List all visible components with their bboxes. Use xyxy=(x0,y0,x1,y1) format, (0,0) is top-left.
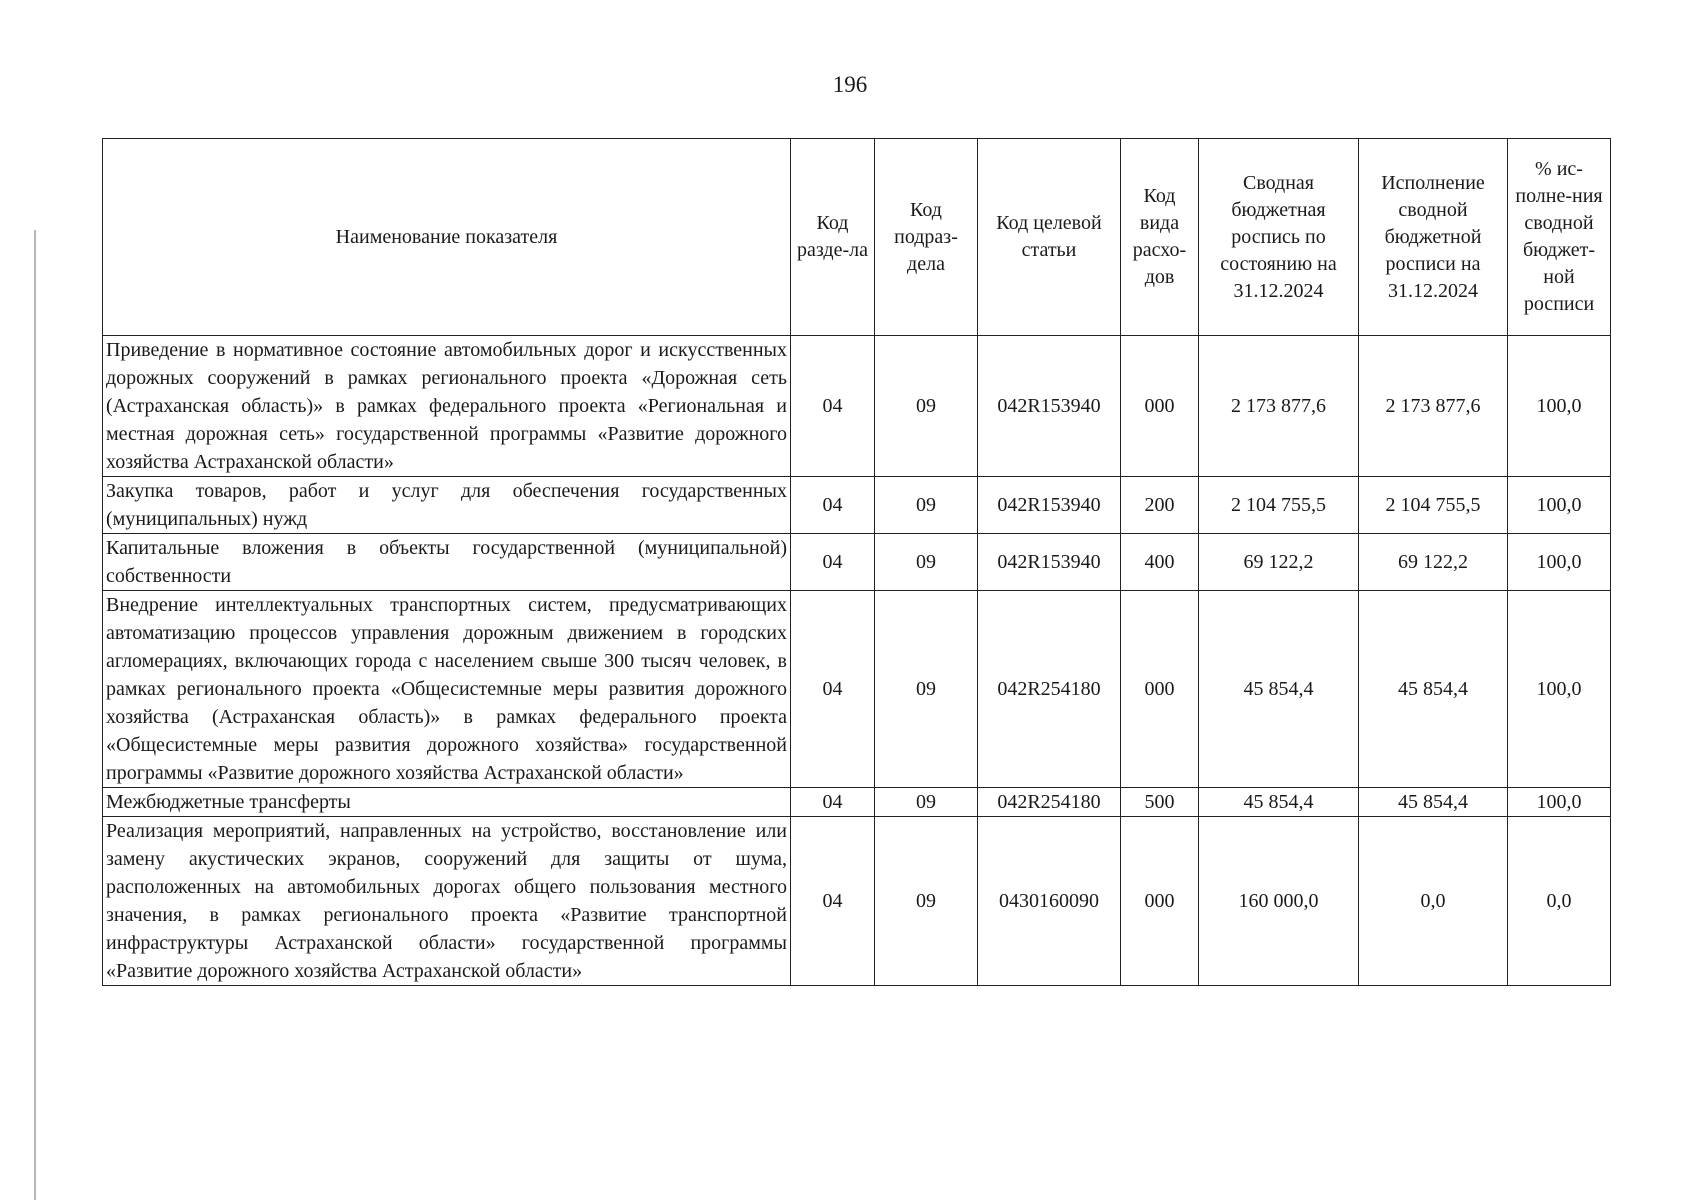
row-budget-plan: 45 854,4 xyxy=(1199,788,1359,817)
table-row xyxy=(103,788,1611,817)
row-section-code: 04 xyxy=(791,817,875,986)
header-target-code: Код целевой статьи xyxy=(978,139,1121,336)
row-expense-code: 000 xyxy=(1121,336,1199,477)
row-subsection-code: 09 xyxy=(875,336,978,477)
page-number: 196 xyxy=(832,72,868,97)
row-subsection-code: 09 xyxy=(875,591,978,788)
row-budget-plan: 45 854,4 xyxy=(1199,591,1359,788)
row-name: Приведение в нормативное состояние автомобильных дорог и искусственных дорожных сооружений в рамках регионального проекта «Дорожная сеть (Астраханская область)» в рамках федерального проекта «Региональная и местная дорожная сеть» государственной программы «Развитие дорожного хозяйства Астраханской области» xyxy=(103,336,791,477)
row-budget-plan: 2 173 877,6 xyxy=(1199,336,1359,477)
row-name: Капитальные вложения в объекты государственной (муниципальной) собственности xyxy=(103,534,791,591)
scan-edge-line xyxy=(34,230,36,1200)
header-budget-plan: Сводная бюджетная роспись по состоянию на 31.12.2024 xyxy=(1199,139,1359,336)
table-row xyxy=(103,591,1611,788)
row-budget-execution: 2 104 755,5 xyxy=(1359,477,1508,534)
row-target-code: 042R153940 xyxy=(978,534,1121,591)
row-budget-execution: 0,0 xyxy=(1359,817,1508,986)
header-row xyxy=(103,139,1611,336)
header-subsection-code: Код подраз-дела xyxy=(875,139,978,336)
header-budget-execution: Исполнение сводной бюджетной росписи на 31.12.2024 xyxy=(1359,139,1508,336)
row-execution-percent: 0,0 xyxy=(1508,817,1611,986)
row-subsection-code: 09 xyxy=(875,534,978,591)
header-execution-percent: % ис-полне-ния сводной бюджет-ной росписи xyxy=(1508,139,1611,336)
table-body xyxy=(103,336,1611,986)
row-execution-percent: 100,0 xyxy=(1508,534,1611,591)
row-budget-execution: 45 854,4 xyxy=(1359,788,1508,817)
row-budget-execution: 45 854,4 xyxy=(1359,591,1508,788)
row-subsection-code: 09 xyxy=(875,788,978,817)
row-section-code: 04 xyxy=(791,477,875,534)
row-subsection-code: 09 xyxy=(875,477,978,534)
header-name: Наименование показателя xyxy=(103,139,791,336)
row-expense-code: 000 xyxy=(1121,817,1199,986)
row-subsection-code: 09 xyxy=(875,817,978,986)
row-execution-percent: 100,0 xyxy=(1508,591,1611,788)
row-name: Межбюджетные трансферты xyxy=(103,788,791,817)
table-row xyxy=(103,477,1611,534)
row-budget-execution: 2 173 877,6 xyxy=(1359,336,1508,477)
row-name: Реализация мероприятий, направленных на устройство, восстановление или замену акустических экранов, сооружений для защиты от шума, расположенных на автомобильных дорогах общего пользования местного значения, в рамках регионального проекта «Развитие транспортной инфраструктуры Астраханской области» государственной программы «Развитие дорожного хозяйства Астраханской области» xyxy=(103,817,791,986)
row-execution-percent: 100,0 xyxy=(1508,336,1611,477)
row-section-code: 04 xyxy=(791,788,875,817)
row-expense-code: 200 xyxy=(1121,477,1199,534)
row-budget-execution: 69 122,2 xyxy=(1359,534,1508,591)
row-section-code: 04 xyxy=(791,591,875,788)
table-row xyxy=(103,336,1611,477)
row-expense-code: 400 xyxy=(1121,534,1199,591)
row-target-code: 042R153940 xyxy=(978,336,1121,477)
budget-execution-table xyxy=(102,138,1611,986)
header-section-code: Код разде-ла xyxy=(791,139,875,336)
table-header xyxy=(103,139,1611,336)
row-name: Внедрение интеллектуальных транспортных систем, предусматривающих автоматизацию процессов управления дорожным движением в городских агломерациях, включающих города с населением свыше 300 тысяч человек, в рамках регионального проекта «Общесистемные меры развития дорожного хозяйства (Астраханская область)» в рамках федерального проекта «Общесистемные меры развития дорожного хозяйства» государственной программы «Развитие дорожного хозяйства Астраханской области» xyxy=(103,591,791,788)
row-section-code: 04 xyxy=(791,336,875,477)
table-row xyxy=(103,534,1611,591)
row-expense-code: 500 xyxy=(1121,788,1199,817)
row-budget-plan: 160 000,0 xyxy=(1199,817,1359,986)
row-execution-percent: 100,0 xyxy=(1508,477,1611,534)
row-name: Закупка товаров, работ и услуг для обеспечения государственных (муниципальных) нужд xyxy=(103,477,791,534)
row-execution-percent: 100,0 xyxy=(1508,788,1611,817)
row-expense-code: 000 xyxy=(1121,591,1199,788)
row-budget-plan: 69 122,2 xyxy=(1199,534,1359,591)
row-target-code: 0430160090 xyxy=(978,817,1121,986)
row-target-code: 042R254180 xyxy=(978,788,1121,817)
row-target-code: 042R153940 xyxy=(978,477,1121,534)
row-budget-plan: 2 104 755,5 xyxy=(1199,477,1359,534)
table-row xyxy=(103,817,1611,986)
header-expense-code: Код вида расхо-дов xyxy=(1121,139,1199,336)
row-section-code: 04 xyxy=(791,534,875,591)
row-target-code: 042R254180 xyxy=(978,591,1121,788)
